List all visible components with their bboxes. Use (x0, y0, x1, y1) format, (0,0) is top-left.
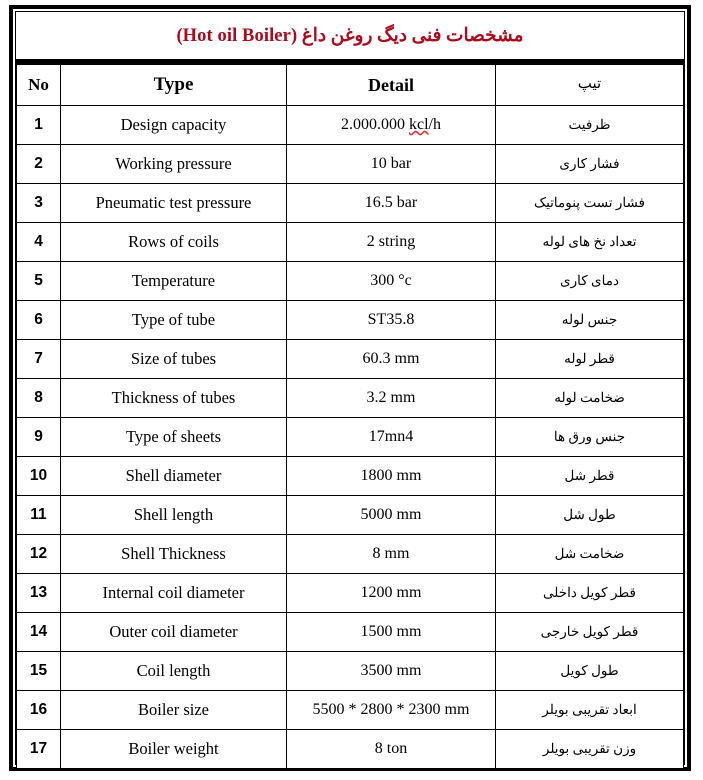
row-type: Coil length (61, 652, 287, 691)
row-detail: 5500 * 2800 * 2300 mm (287, 691, 496, 730)
row-number: 1 (17, 106, 61, 145)
column-header-type: Type (61, 65, 287, 106)
row-tip: قطر لوله (496, 340, 684, 379)
table-row (17, 418, 684, 457)
row-number: 4 (17, 223, 61, 262)
row-detail: 1200 mm (287, 574, 496, 613)
row-tip: فشار کاری (496, 145, 684, 184)
row-detail: 1800 mm (287, 457, 496, 496)
row-number: 13 (17, 574, 61, 613)
row-type: Type of tube (61, 301, 287, 340)
spellcheck-underlined-text: kcl (409, 115, 429, 133)
row-detail: 10 bar (287, 145, 496, 184)
row-tip: قطر کویل داخلی (496, 574, 684, 613)
outer-border-frame (9, 5, 691, 771)
row-type: Pneumatic test pressure (61, 184, 287, 223)
row-type: Outer coil diameter (61, 613, 287, 652)
row-type: Boiler size (61, 691, 287, 730)
row-number: 5 (17, 262, 61, 301)
row-detail: 300 °c (287, 262, 496, 301)
table-row (17, 574, 684, 613)
row-detail: 16.5 bar (287, 184, 496, 223)
table-row (17, 223, 684, 262)
table-body (17, 106, 684, 769)
row-type: Type of sheets (61, 418, 287, 457)
row-number: 17 (17, 730, 61, 769)
row-number: 10 (17, 457, 61, 496)
row-number: 7 (17, 340, 61, 379)
row-type: Boiler weight (61, 730, 287, 769)
table-row (17, 184, 684, 223)
detail-text-prefix: 2.000.000 (341, 115, 409, 133)
table-row (17, 691, 684, 730)
row-tip: دمای کاری (496, 262, 684, 301)
table-header (17, 65, 684, 106)
table-row (17, 457, 684, 496)
row-tip: ظرفیت (496, 106, 684, 145)
row-detail (287, 106, 496, 145)
row-tip: جنس لوله (496, 301, 684, 340)
row-type: Internal coil diameter (61, 574, 287, 613)
row-detail: 60.3 mm (287, 340, 496, 379)
row-tip: تعداد نخ های لوله (496, 223, 684, 262)
row-detail: 1500 mm (287, 613, 496, 652)
spec-table-container (16, 64, 684, 769)
row-number: 15 (17, 652, 61, 691)
row-number: 12 (17, 535, 61, 574)
row-number: 9 (17, 418, 61, 457)
row-tip: طول شل (496, 496, 684, 535)
row-detail: 3500 mm (287, 652, 496, 691)
table-row (17, 379, 684, 418)
row-type: Working pressure (61, 145, 287, 184)
row-detail: 8 mm (287, 535, 496, 574)
column-header-no: No (17, 65, 61, 106)
row-detail: 17mn4 (287, 418, 496, 457)
row-tip: ضخامت لوله (496, 379, 684, 418)
table-row (17, 496, 684, 535)
row-type: Shell diameter (61, 457, 287, 496)
row-tip: قطر شل (496, 457, 684, 496)
row-number: 2 (17, 145, 61, 184)
row-tip: ضخامت شل (496, 535, 684, 574)
row-type: Rows of coils (61, 223, 287, 262)
table-row (17, 535, 684, 574)
table-row (17, 106, 684, 145)
row-number: 3 (17, 184, 61, 223)
table-row (17, 652, 684, 691)
table-row (17, 262, 684, 301)
table-row (17, 301, 684, 340)
table-row (17, 145, 684, 184)
column-header-tip: تیپ (496, 65, 684, 106)
row-number: 6 (17, 301, 61, 340)
row-tip: قطر کویل خارجی (496, 613, 684, 652)
row-number: 14 (17, 613, 61, 652)
row-type: Shell Thickness (61, 535, 287, 574)
document-title-banner (16, 12, 684, 64)
row-detail: 5000 mm (287, 496, 496, 535)
row-tip: جنس ورق ها (496, 418, 684, 457)
row-number: 11 (17, 496, 61, 535)
row-type: Size of tubes (61, 340, 287, 379)
specifications-table (16, 64, 684, 769)
row-tip: وزن تقریبی بویلر (496, 730, 684, 769)
row-number: 8 (17, 379, 61, 418)
inner-border-frame (15, 11, 685, 765)
table-row (17, 730, 684, 769)
page-title: مشخصات فنی دیگ روغن داغ (Hot oil Boiler) (176, 25, 524, 46)
row-type: Design capacity (61, 106, 287, 145)
row-tip: فشار تست پنوماتیک (496, 184, 684, 223)
row-detail: 2 string (287, 223, 496, 262)
row-number: 16 (17, 691, 61, 730)
table-header-row (17, 65, 684, 106)
row-detail: 8 ton (287, 730, 496, 769)
column-header-detail: Detail (287, 65, 496, 106)
detail-text-suffix: /h (428, 115, 441, 133)
row-tip: ابعاد تقریبی بویلر (496, 691, 684, 730)
table-row (17, 613, 684, 652)
row-detail: 3.2 mm (287, 379, 496, 418)
table-row (17, 340, 684, 379)
row-type: Shell length (61, 496, 287, 535)
row-detail: ST35.8 (287, 301, 496, 340)
row-type: Thickness of tubes (61, 379, 287, 418)
row-tip: طول کویل (496, 652, 684, 691)
row-type: Temperature (61, 262, 287, 301)
